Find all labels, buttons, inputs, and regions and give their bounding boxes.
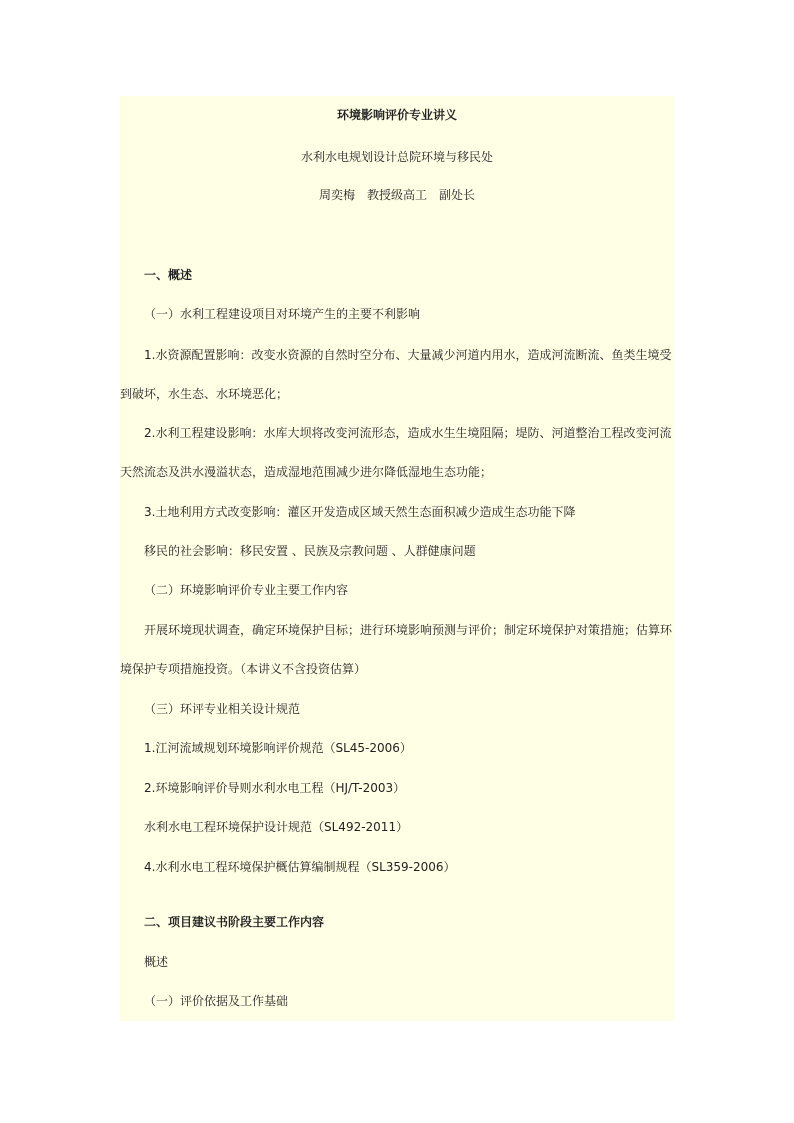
author-line: 周奕梅 教授级高工 副处长 xyxy=(318,188,475,202)
subheading-work-content: （二）环境影响评价专业主要工作内容 xyxy=(144,583,349,597)
standard-item: 2.环境影响评价导则水利水电工程（HJ/T-2003） xyxy=(144,781,406,795)
subheading-evaluation-basis: （一）评价依据及工作基础 xyxy=(144,994,289,1008)
document-title: 环境影响评价专业讲义 xyxy=(336,108,457,122)
section-heading-proposal-stage: 二、项目建议书阶段主要工作内容 xyxy=(144,915,325,929)
standard-item: 4.水利水电工程环境保护概估算编制规程（SL359-2006） xyxy=(144,860,456,874)
paragraph-line: 1.水资源配置影响：改变水资源的自然时空分布、大量减少河道内用水，造成河流断流、鱼类生境受 xyxy=(144,348,672,362)
paragraph-line: 境保护专项措施投资。（本讲义不含投资估算） xyxy=(120,662,367,676)
organization-line: 水利水电规划设计总院环境与移民处 xyxy=(300,150,493,164)
standard-item: 水利水电工程环境保护设计规范（SL492-2011） xyxy=(144,820,409,834)
standard-item: 1.江河流域规划环境影响评价规范（SL45-2006） xyxy=(144,741,412,755)
paragraph-line: 天然流态及洪水漫溢状态，造成湿地范围减少进尔降低湿地生态功能； xyxy=(120,465,493,479)
subheading-adverse-impacts: （一）水利工程建设项目对环境产生的主要不利影响 xyxy=(144,307,421,321)
paragraph-line: 到破坏，水生态、水环境恶化； xyxy=(120,387,289,401)
paragraph-line: 开展环境现状调查，确定环境保护目标；进行环境影响预测与评价；制定环境保护对策措施；估算环 xyxy=(144,623,673,637)
subheading-standards: （三）环评专业相关设计规范 xyxy=(144,702,301,716)
paragraph-line: 3.土地利用方式改变影响：灌区开发造成区域天然生态面积减少造成生态功能下降 xyxy=(144,505,576,519)
document-panel xyxy=(120,96,674,1021)
section-heading-overview: 一、概述 xyxy=(144,268,193,282)
paragraph-line: 概述 xyxy=(144,955,169,969)
paragraph-line: 移民的社会影响：移民安置 、民族及宗教问题 、人群健康问题 xyxy=(144,544,476,558)
paragraph-line: 2.水利工程建设影响：水库大坝将改变河流形态，造成水生生境阻隔；堤防、河道整治工程改变河流 xyxy=(144,426,672,440)
